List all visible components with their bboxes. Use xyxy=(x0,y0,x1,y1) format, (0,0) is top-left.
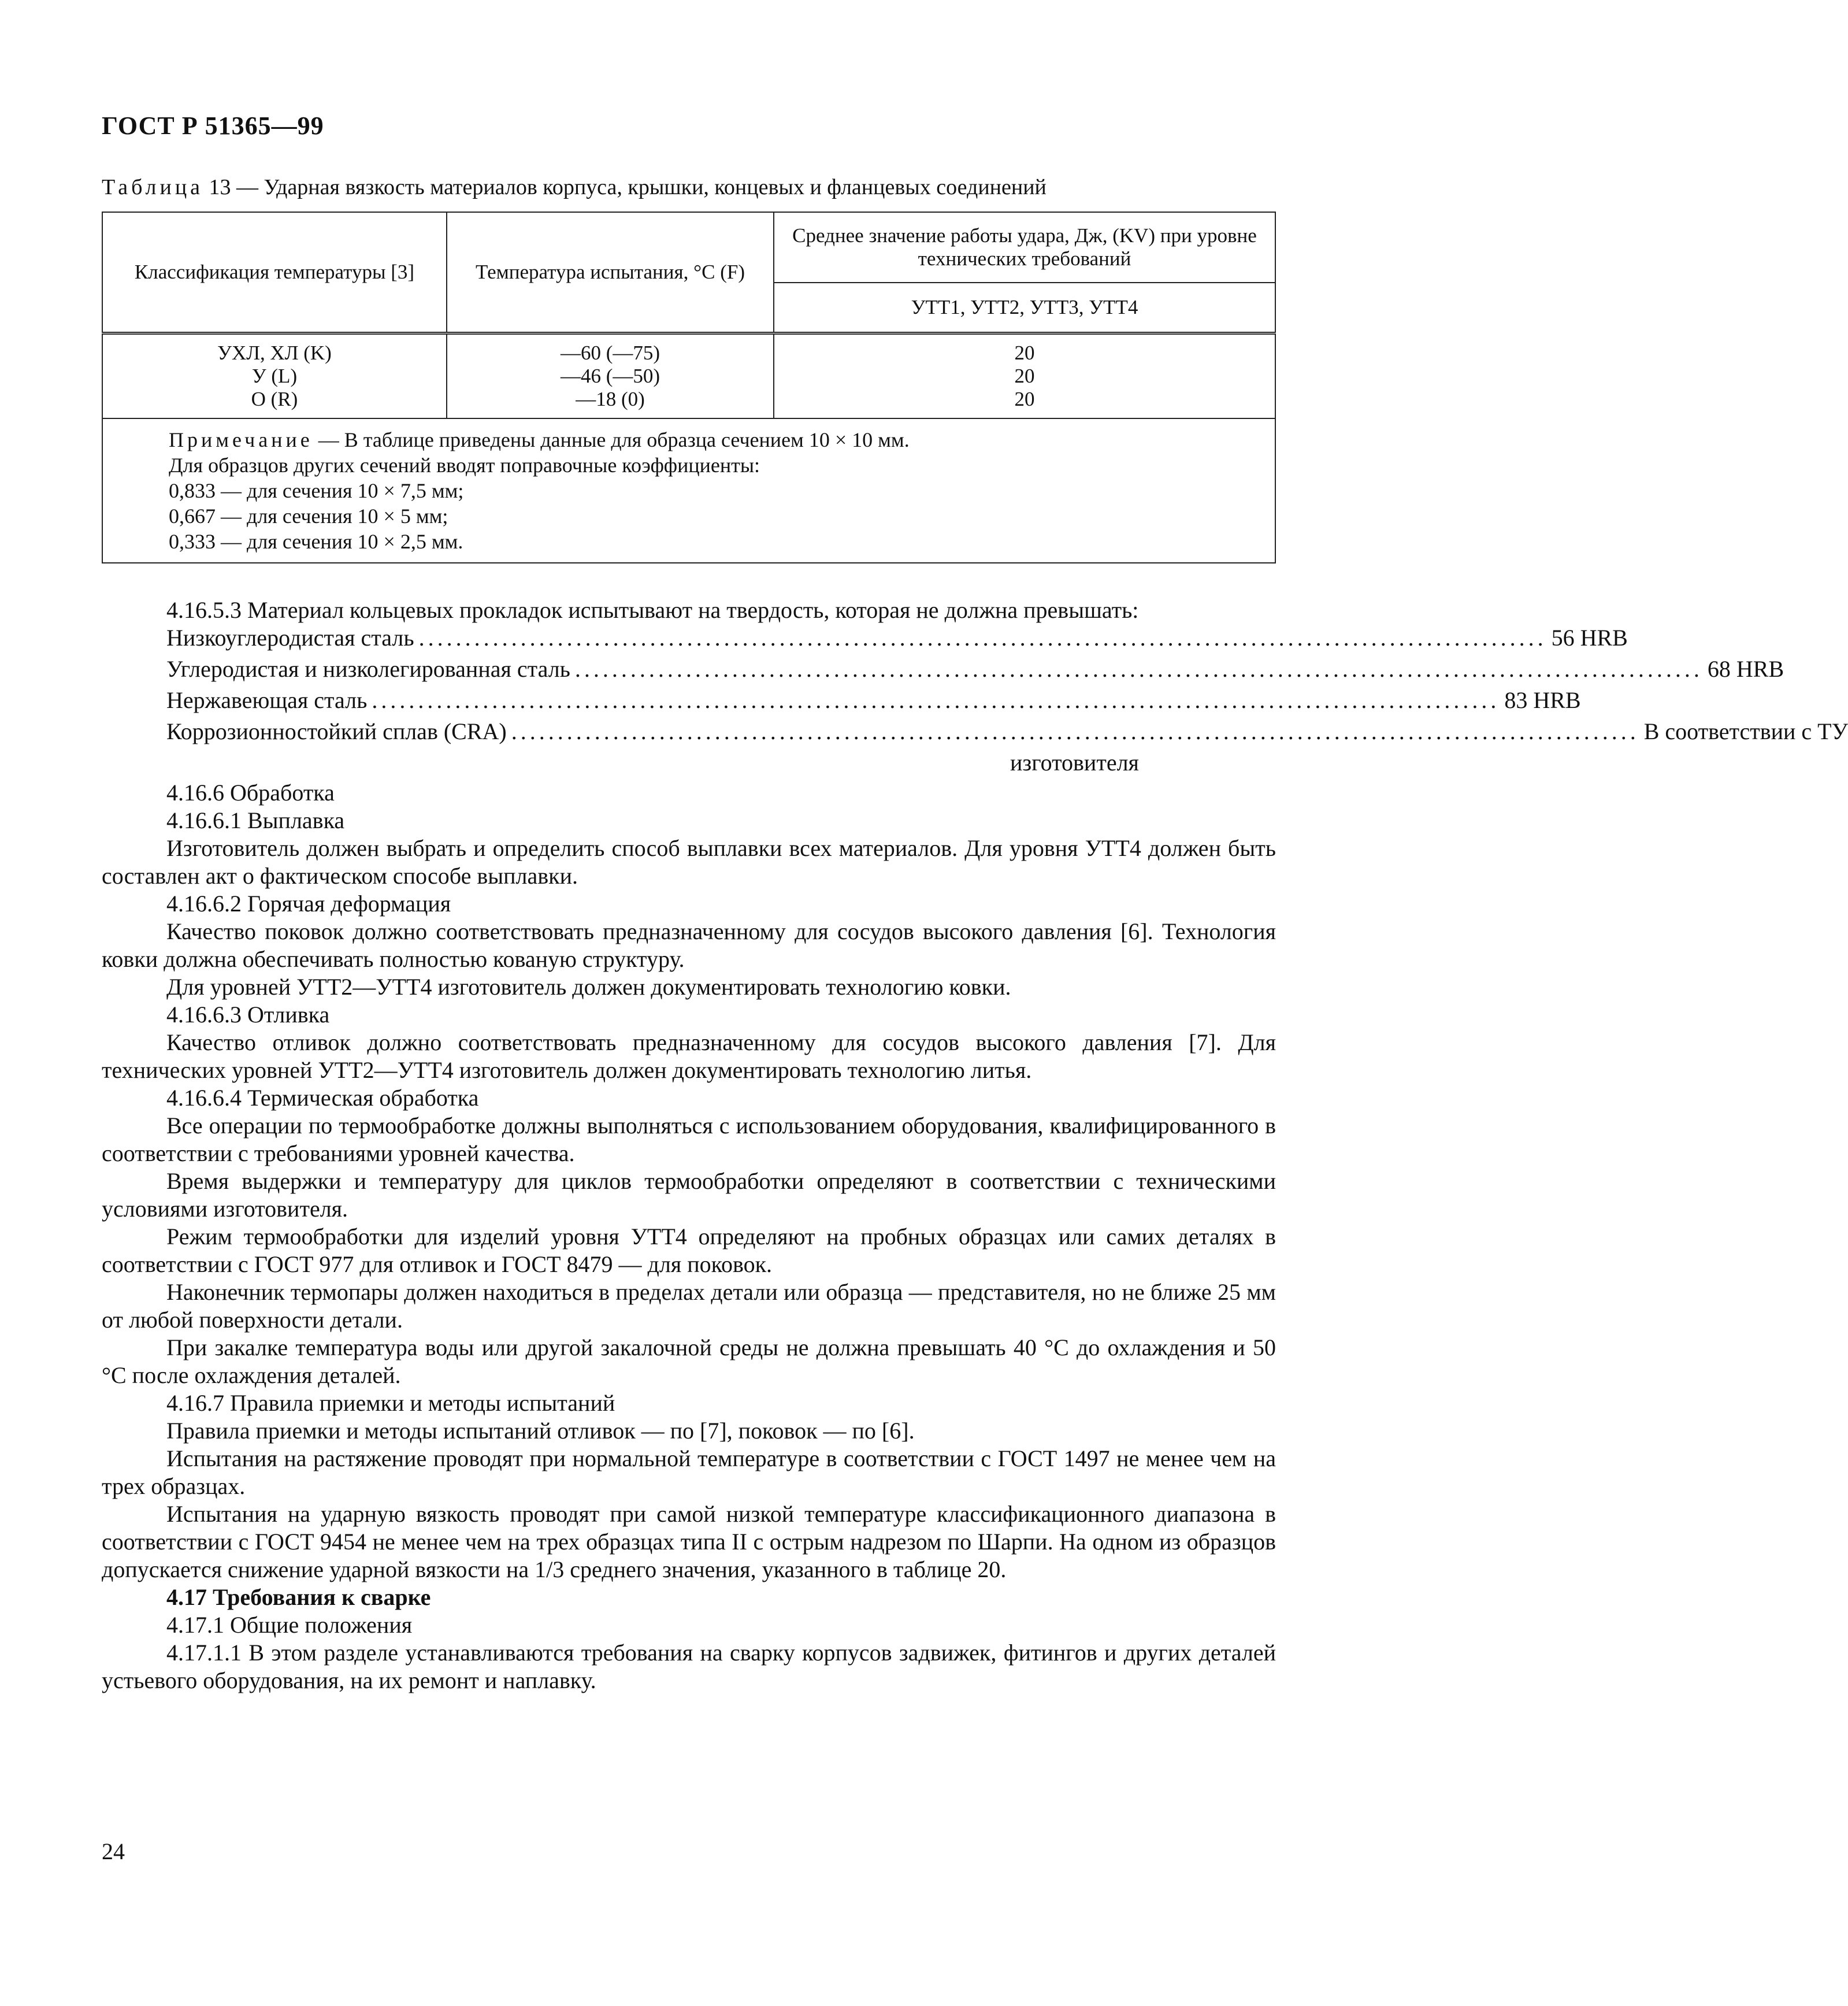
paragraph: 4.16.5.3 Материал кольцевых прокладок испытывают на твердость, которая не должна превышать: xyxy=(166,597,1139,623)
temperature-cell xyxy=(447,333,774,419)
table-cell: У (L) xyxy=(251,365,298,387)
paragraph: Изготовитель должен выбрать и определить способ выплавки всех материалов. Для уровня УТТ4 должен быть составлен акт о фактическом способе выплавки. xyxy=(102,835,1276,889)
header-classification: Классификация температуры [3] xyxy=(102,212,447,333)
section-heading: 4.16.6.3 Отливка xyxy=(166,1002,330,1028)
hardness-label: Низкоуглеродистая сталь xyxy=(166,625,414,651)
paragraph: Качество отливок должно соответствовать предназначенному для сосудов высокого давления [7]. Для технических уровней УТТ2—УТТ4 изготовитель должен документировать технологию литья. xyxy=(102,1029,1276,1083)
table-cell: 20 xyxy=(1014,342,1035,364)
paragraph: Режим термообработки для изделий уровня УТТ4 определяют на пробных образцах или самих деталях в соответствии с ГОСТ 977 для отливок и ГОСТ 8479 — для поковок. xyxy=(102,1223,1276,1277)
hardness-value: В соответствии с ТУ xyxy=(1643,718,1848,744)
paragraph: Все операции по термообработке должны выполняться с использованием оборудования, квалифицированного в соответствии с требованиями уровней качества. xyxy=(102,1113,1276,1166)
table-cell: —46 (—50) xyxy=(560,365,660,387)
hardness-value: 83 HRB xyxy=(1504,687,1581,713)
table-caption xyxy=(102,175,1047,200)
list-item xyxy=(166,718,1848,749)
header-levels: УТТ1, УТТ2, УТТ3, УТТ4 xyxy=(774,283,1275,333)
list-item xyxy=(166,655,1784,687)
note-line: 0,667 — для сечения 10 × 5 мм; xyxy=(169,505,448,528)
table-caption-text: 13 — Ударная вязкость материалов корпуса, крышки, концевых и фланцевых соединений xyxy=(209,175,1047,199)
section-heading: 4.16.7 Правила приемки и методы испытаний xyxy=(166,1390,615,1416)
list-item xyxy=(166,687,1581,718)
note-line: 0,833 — для сечения 10 × 7,5 мм; xyxy=(169,479,464,502)
hardness-value-continued: изготовителя xyxy=(1010,750,1139,776)
note-text: — В таблице приведены данные для образца сечением 10 × 10 мм. xyxy=(318,428,910,451)
hardness-value: 68 HRB xyxy=(1707,656,1784,682)
hardness-value: 56 HRB xyxy=(1551,625,1628,651)
hardness-label: Коррозионностойкий сплав (CRA) xyxy=(166,718,507,744)
paragraph: Испытания на растяжение проводят при нормальной температуре в соответствии с ГОСТ 1497 не менее чем на трех образцах. xyxy=(102,1445,1276,1499)
note-label: Примечание xyxy=(169,428,313,451)
paragraph: Правила приемки и методы испытаний отливок — по [7], поковок — по [6]. xyxy=(166,1418,915,1444)
section-heading: 4.16.6.1 Выплавка xyxy=(166,807,345,833)
note-line: Для образцов других сечений вводят поправочные коэффициенты: xyxy=(169,454,760,477)
section-heading: 4.16.6.4 Термическая обработка xyxy=(166,1085,479,1111)
table-cell: —18 (0) xyxy=(576,388,645,410)
section-heading: 4.16.6.2 Горячая деформация xyxy=(166,891,451,917)
table-cell: 20 xyxy=(1014,388,1035,410)
table-cell: O (R) xyxy=(251,388,298,410)
paragraph: При закалке температура воды или другой закалочной среды не должна превышать 40 °С до охлаждения и 50 °С после охлаждения деталей. xyxy=(102,1334,1276,1388)
table-cell: 20 xyxy=(1014,365,1035,387)
table-caption-label: Таблица xyxy=(102,175,204,199)
table-note xyxy=(102,418,1275,563)
list-item xyxy=(166,624,1628,655)
classification-cell xyxy=(102,333,447,419)
section-heading: 4.17.1 Общие положения xyxy=(166,1612,413,1638)
hardness-label: Углеродистая и низколегированная сталь xyxy=(166,656,570,682)
note-line xyxy=(169,427,1209,453)
paragraph: Для уровней УТТ2—УТТ4 изготовитель должен документировать технологию ковки. xyxy=(166,974,1011,1000)
paragraph: 4.17.1.1 В этом разделе устанавливаются требования на сварку корпусов задвижек, фитингов и других деталей устьевого оборудования, на их ремонт и наплавку. xyxy=(102,1640,1276,1693)
document-header: ГОСТ Р 51365—99 xyxy=(102,112,324,140)
header-average-work: Среднее значение работы удара, Дж, (KV) при уровне технических требований xyxy=(774,212,1275,283)
table-cell: УХЛ, ХЛ (K) xyxy=(217,342,332,364)
leader-dots: .......................................................................................................................... xyxy=(418,625,1547,651)
hardness-list xyxy=(166,624,1848,749)
value-cell xyxy=(774,333,1275,419)
hardness-label: Нержавеющая сталь xyxy=(166,687,368,713)
paragraph: Качество поковок должно соответствовать предназначенному для сосудов высокого давления [6]. Технология ковки должна обеспечивать полностью кованую структуру. xyxy=(102,918,1276,972)
table-data-rows xyxy=(102,333,1275,419)
paragraph: Наконечник термопары должен находиться в пределах детали или образца — представителя, но не ближе 25 мм от любой поверхности детали. xyxy=(102,1279,1276,1333)
note-line: 0,333 — для сечения 10 × 2,5 мм. xyxy=(169,530,463,553)
paragraph: Время выдержки и температуру для циклов термообработки определяют в соответствии с техническими условиями изготовителя. xyxy=(102,1168,1276,1222)
leader-dots: .......................................................................................................................... xyxy=(372,687,1500,713)
paragraph: Испытания на ударную вязкость проводят при самой низкой температуре классификационного диапазона в соответствии с ГОСТ 9454 не менее чем на трех образцах типа II с острым надрезом по Шарпи. На одном из образцов допускается снижение ударной вязкости на 1/3 среднего значения, указанного в таблице 20. xyxy=(102,1501,1276,1582)
table-cell: —60 (—75) xyxy=(560,342,660,364)
leader-dots: .......................................................................................................................... xyxy=(511,718,1639,744)
leader-dots: .......................................................................................................................... xyxy=(574,656,1703,682)
header-test-temperature: Температура испытания, °C (F) xyxy=(447,212,774,333)
section-heading: 4.16.6 Обработка xyxy=(166,780,335,806)
page-number: 24 xyxy=(102,1838,125,1864)
impact-strength-table xyxy=(102,212,1276,563)
section-heading: 4.17 Требования к сварке xyxy=(166,1584,431,1610)
main-text xyxy=(102,596,1848,1694)
